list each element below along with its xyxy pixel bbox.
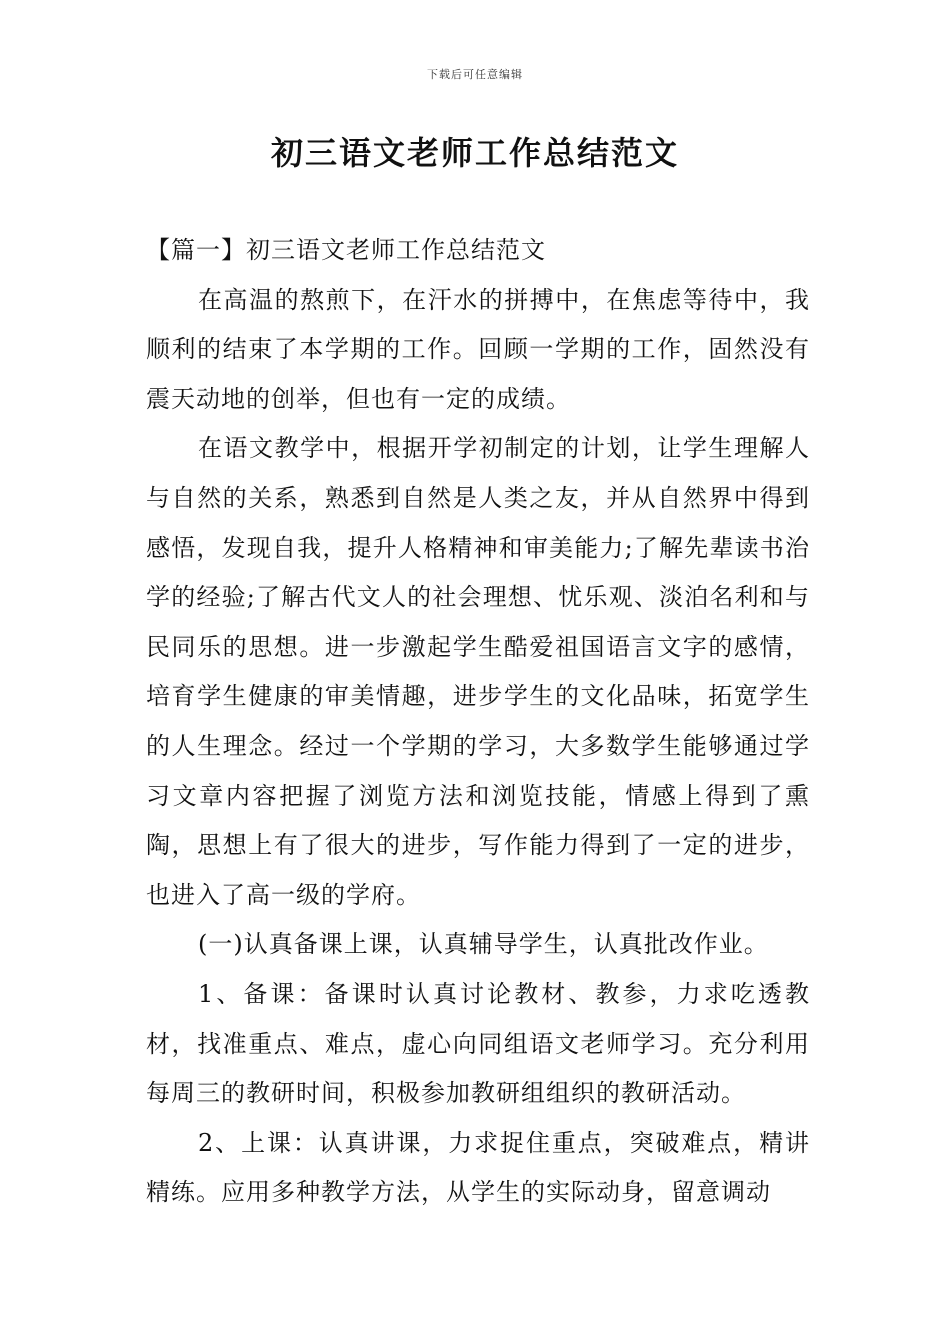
paragraph-3: (一)认真备课上课，认真辅导学生，认真批改作业。 — [198, 930, 769, 959]
document-title: 初三语文老师工作总结范文 — [270, 134, 679, 172]
document-body — [146, 226, 810, 1218]
header-note: 下载后可任意编辑 — [427, 68, 523, 81]
paragraph-2: 在语文教学中，根据开学初制定的计划，让学生理解人与自然的关系，熟悉到自然是人类之友，并从自然界中得到感悟，发现自我，提升人格精神和审美能力;了解先辈读书治学的经验;了解古代文人的社会理想、忧乐观、淡泊名利和与民同乐的思想。进一步激起学生酷爱祖国语言文字的感情，培育学生健康的审美情趣，进步学生的文化品味，拓宽学生的人生理念。经过一个学期的学习，大多数学生能够通过学习文章内容把握了浏览方法和浏览技能，情感上得到了熏陶，思想上有了很大的进步，写作能力得到了一定的进步，也进入了高一级的学府。 — [146, 434, 810, 909]
section-heading: 【篇一】初三语文老师工作总结范文 — [146, 236, 546, 264]
paragraph-1: 在高温的熬煎下，在汗水的拼搏中，在焦虑等待中，我顺利的结束了本学期的工作。回顾一学期的工作，固然没有震天动地的创举，但也有一定的成绩。 — [146, 285, 810, 413]
paragraph-5: 2、上课：认真讲课，力求捉住重点，突破难点，精讲精练。应用多种教学方法，从学生的实际动身，留意调动 — [146, 1128, 810, 1207]
paragraph-4: 1、备课：备课时认真讨论教材、教参，力求吃透教材，找准重点、难点，虚心向同组语文老师学习。充分利用每周三的教研时间，积极参加教研组组织的教研活动。 — [146, 979, 810, 1108]
